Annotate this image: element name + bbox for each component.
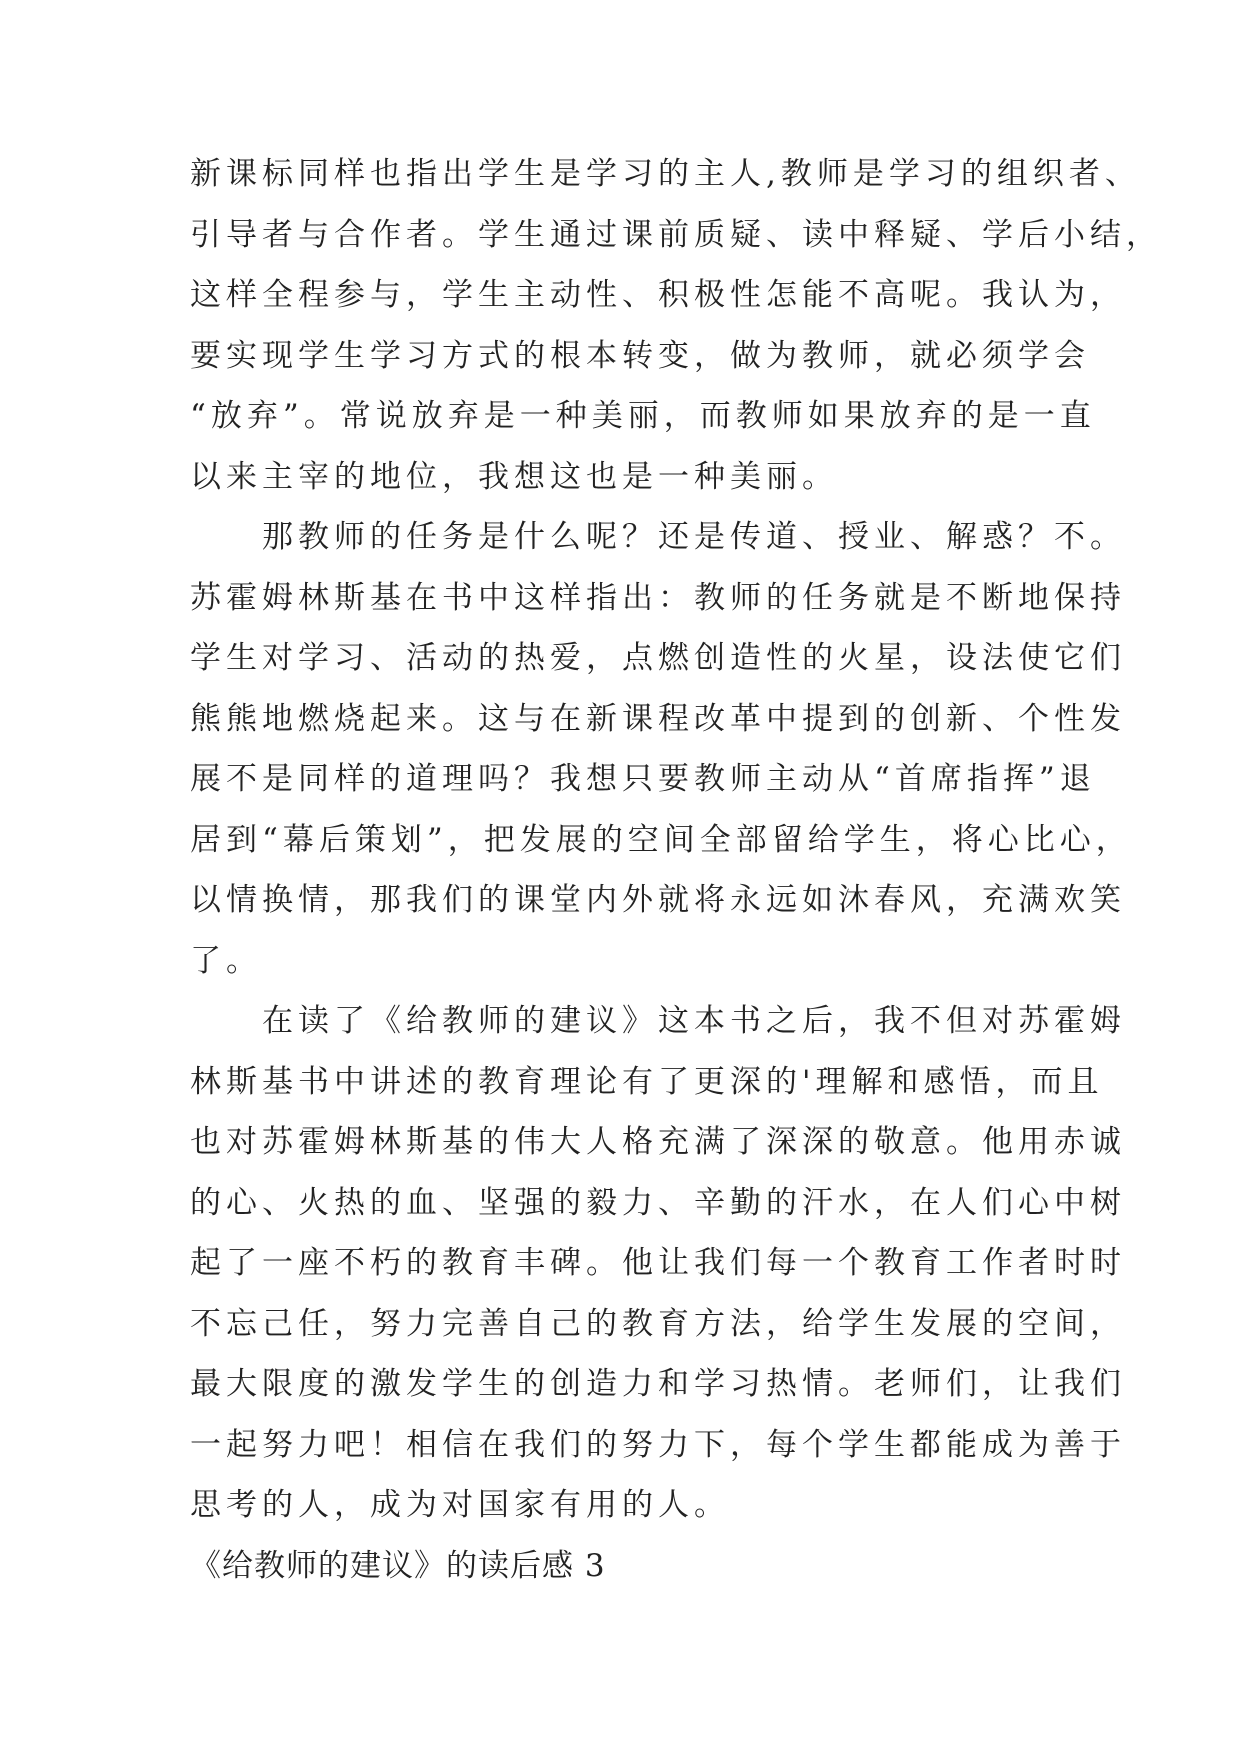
text-line: 在读了《给教师的建议》这本书之后，我不但对苏霍姆 [190,1003,1126,1039]
paragraph [190,507,1132,991]
body-text [190,144,1162,1596]
text-line: 思考的人，成为对国家有用的人。 [190,1487,730,1523]
text-line: 引导者与合作者。学生通过课前质疑、读中释疑、学后小结， [190,216,1162,253]
text-line: 林斯基书中讲述的教育理论有了更深的'理解和感悟，而且 [190,1063,1104,1100]
text-line: 了。 [190,942,262,979]
text-line: 居到“幕后策划”，把发展的空间全部留给学生，将心比心， [190,821,1132,858]
text-line: 苏霍姆林斯基在书中这样指出：教师的任务就是不断地保持 [190,579,1126,616]
text-line: 一起努力吧！相信在我们的努力下，每个学生都能成为善于 [190,1426,1126,1463]
text-line: 不忘己任，努力完善自己的教育方法，给学生发展的空间， [190,1305,1126,1342]
text-line: 学生对学习、活动的热爱，点燃创造性的火星，设法使它们 [190,640,1126,676]
text-line: 以情换情，那我们的课堂内外就将永远如沐春风，充满欢笑 [190,882,1126,918]
text-line: 那教师的任务是什么呢？还是传道、授业、解惑？不。 [190,519,1126,555]
text-line: 起了一座不朽的教育丰碑。他让我们每一个教育工作者时时 [190,1245,1126,1281]
text-line: 熊熊地燃烧起来。这与在新课程改革中提到的创新、个性发 [190,700,1126,737]
section-heading: 《给教师的建议》的读后感 3 [190,1547,606,1584]
text-line: 展不是同样的道理吗？我想只要教师主动从“首席指挥”退 [190,761,1096,797]
text-line: 的心、火热的血、坚强的毅力、辛勤的汗水，在人们心中树 [190,1184,1126,1221]
text-line: 最大限度的激发学生的创造力和学习热情。老师们，让我们 [190,1366,1126,1402]
text-line: 以来主宰的地位，我想这也是一种美丽。 [190,458,838,495]
text-line: 也对苏霍姆林斯基的伟大人格充满了深深的敬意。他用赤诚 [190,1124,1126,1160]
text-line: 这样全程参与，学生主动性、积极性怎能不高呢。我认为， [190,277,1126,313]
paragraph [190,991,1126,1536]
paragraph [190,144,1162,507]
text-line: “放弃”。常说放弃是一种美丽，而教师如果放弃的是一直 [190,398,1096,434]
text-line: 新课标同样也指出学生是学习的主人,教师是学习的组织者、 [190,156,1141,192]
text-line: 要实现学生学习方式的根本转变，做为教师，就必须学会 [190,337,1090,374]
